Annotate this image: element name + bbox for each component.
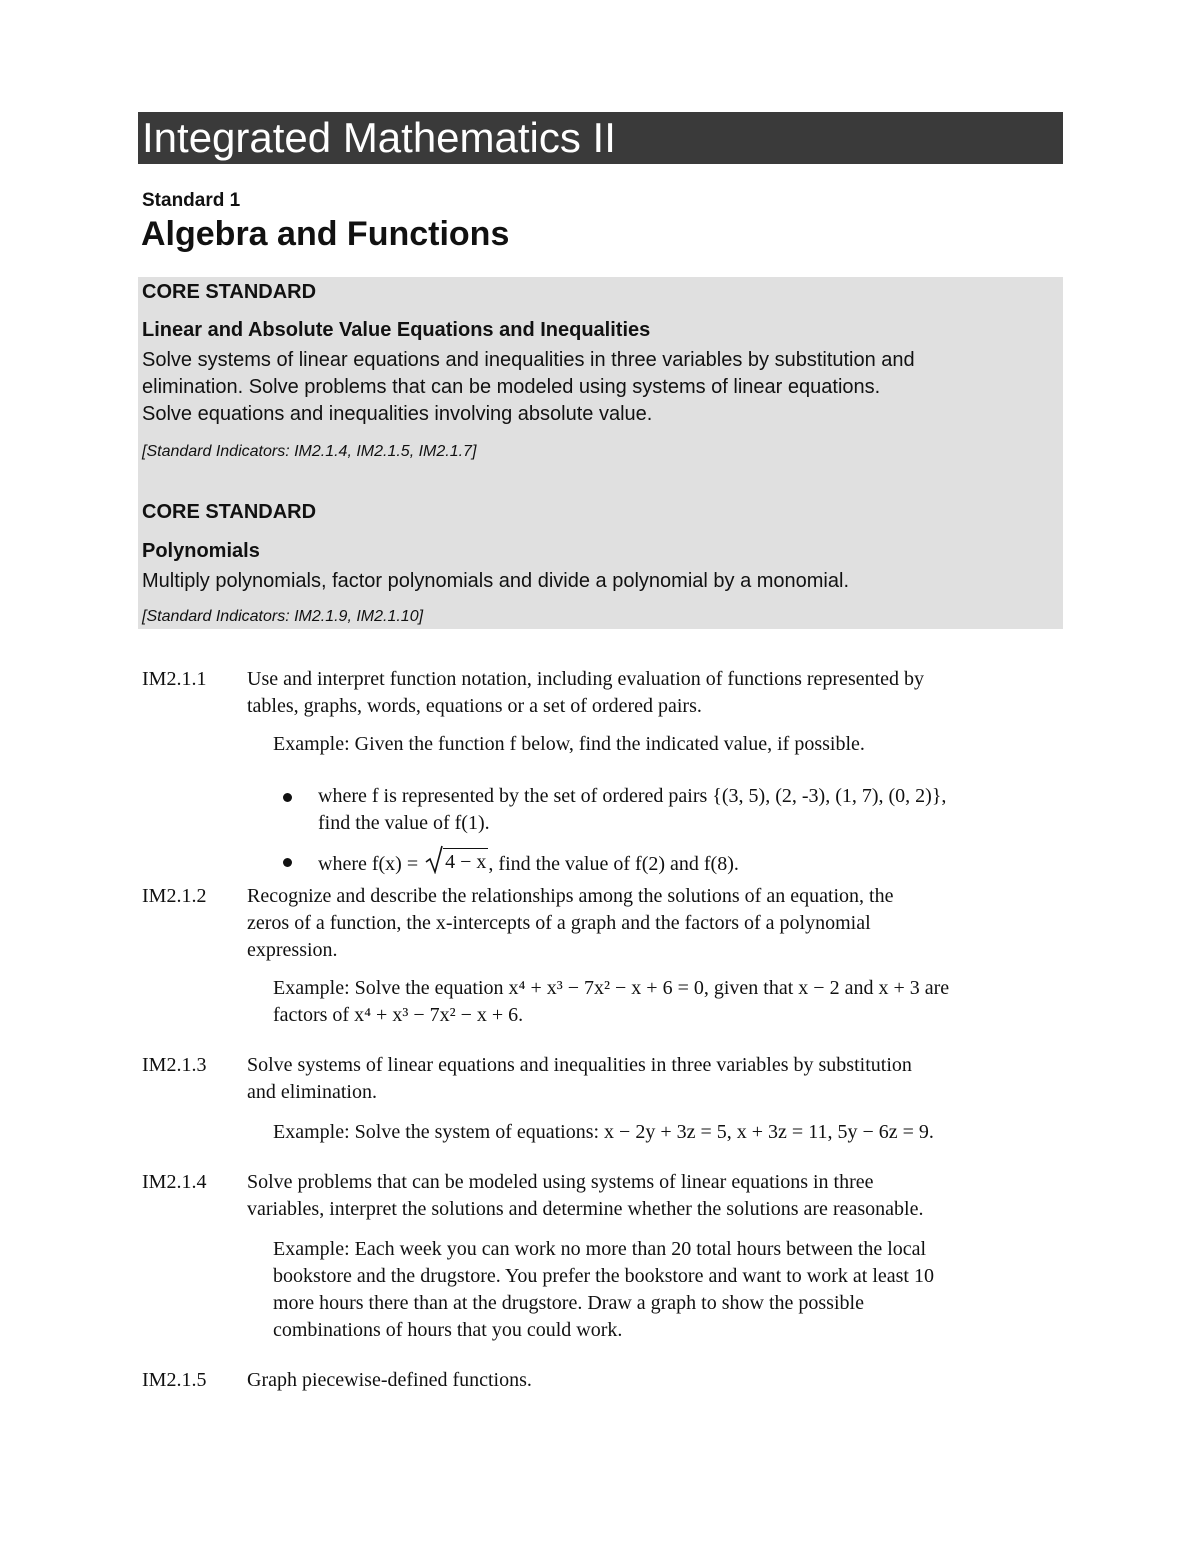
bullet-text-line: where f is represented by the set of ordered pairs {(3, 5), (2, -3), (1, 7), (0, 2)}, (318, 785, 947, 807)
example-text-line: Example: Each week you can work no more than 20 total hours between the local (273, 1238, 927, 1260)
example-text-line: Example: Solve the equation x⁴ + x³ − 7x² − x + 6 = 0, given that x − 2 and x + 3 are (273, 977, 950, 999)
indicator-code: IM2.1.4 (142, 1171, 207, 1193)
core-standard-label: CORE STANDARD (142, 281, 317, 303)
bullet-suffix: , find the value of f(2) and f(8). (488, 853, 739, 875)
indicator-code: IM2.1.1 (142, 668, 207, 690)
core-standard-box (138, 482, 1063, 629)
bullet-text-line: find the value of f(1). (318, 812, 490, 834)
indicator-code: IM2.1.2 (142, 885, 207, 907)
radical-sign-icon (425, 844, 443, 874)
indicator-text-line: Solve systems of linear equations and inequalities in three variables by substitution (247, 1054, 912, 1076)
standard-number: Standard 1 (142, 190, 241, 211)
indicator-text-line: Solve problems that can be modeled using systems of linear equations in three (247, 1171, 874, 1193)
example-text-line: combinations of hours that you could work. (273, 1319, 623, 1341)
indicator-text-line: tables, graphs, words, equations or a set of ordered pairs. (247, 695, 702, 717)
core-standard-indicators: [Standard Indicators: IM2.1.4, IM2.1.5, IM2.1.7] (142, 443, 477, 460)
indicator-text-line: zeros of a function, the x-intercepts of a graph and the factors of a polynomial (247, 912, 871, 934)
page-title: Integrated Mathematics II (142, 114, 616, 161)
indicator-text-line: Use and interpret function notation, including evaluation of functions represented by (247, 668, 925, 690)
core-standard-box (138, 277, 1063, 482)
core-standard-label: CORE STANDARD (142, 501, 317, 523)
bullet-text-line (318, 848, 739, 878)
indicator-text-line: and elimination. (247, 1081, 377, 1103)
core-standard-description-line: Solve systems of linear equations and inequalities in three variables by substitution and (142, 349, 915, 371)
example-text-line: more hours there than at the drugstore. Draw a graph to show the possible (273, 1292, 864, 1314)
bullet-prefix: where f(x) = (318, 853, 419, 875)
square-root (425, 848, 488, 876)
standard-title: Algebra and Functions (141, 215, 510, 253)
bullet-icon (283, 793, 292, 802)
radicand: 4 − x (443, 848, 488, 876)
indicator-code: IM2.1.3 (142, 1054, 207, 1076)
core-standard-description-line: Multiply polynomials, factor polynomials and divide a polynomial by a monomial. (142, 570, 850, 592)
core-standard-title: Linear and Absolute Value Equations and Inequalities (142, 319, 651, 341)
example-text: Example: Given the function f below, find the indicated value, if possible. (273, 733, 865, 755)
example-text-line: factors of x⁴ + x³ − 7x² − x + 6. (273, 1004, 524, 1026)
indicator-text-line: expression. (247, 939, 338, 961)
bullet-icon (283, 858, 292, 867)
example-text: Example: Solve the system of equations: x − 2y + 3z = 5, x + 3z = 11, 5y − 6z = 9. (273, 1121, 934, 1143)
core-standard-description-line: Solve equations and inequalities involving absolute value. (142, 403, 653, 425)
indicator-text-line: variables, interpret the solutions and determine whether the solutions are reasonable. (247, 1198, 924, 1220)
indicator-text-line: Recognize and describe the relationships among the solutions of an equation, the (247, 885, 894, 907)
indicator-text-line: Graph piecewise-defined functions. (247, 1369, 532, 1391)
core-standard-title: Polynomials (142, 540, 260, 562)
example-text-line: bookstore and the drugstore. You prefer the bookstore and want to work at least 10 (273, 1265, 934, 1287)
indicator-code: IM2.1.5 (142, 1369, 207, 1391)
title-bar (138, 112, 1063, 164)
core-standard-description-line: elimination. Solve problems that can be modeled using systems of linear equations. (142, 376, 881, 398)
core-standard-indicators: [Standard Indicators: IM2.1.9, IM2.1.10] (142, 608, 424, 625)
